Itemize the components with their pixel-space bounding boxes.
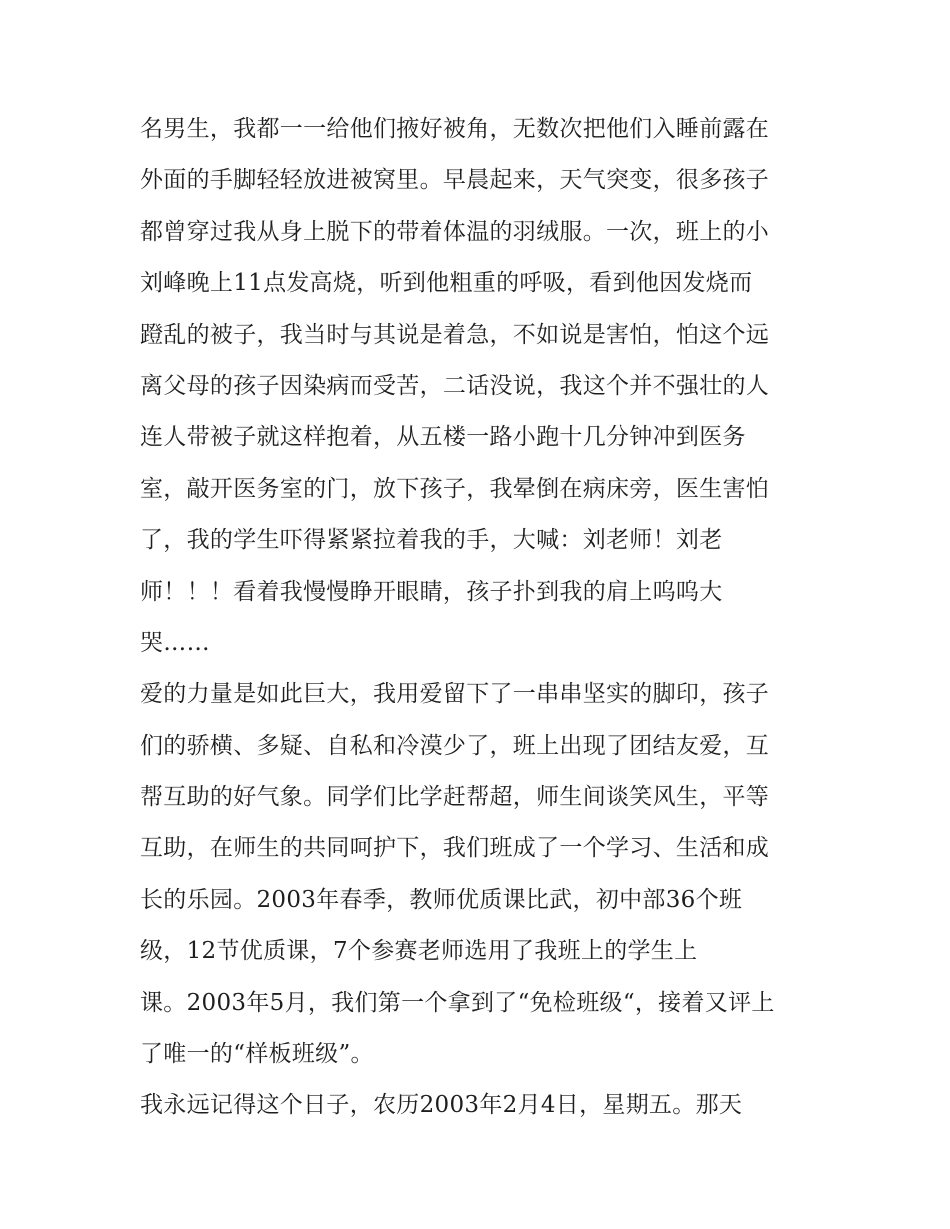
text-line: 连人带被子就这样抱着，从五楼一路小跑十几分钟冲到医务 xyxy=(140,424,746,451)
text-line: 名男生，我都一一给他们掖好被角，无数次把他们入睡前露在 xyxy=(140,116,770,142)
text-line: 都曾穿过我从身上脱下的带着体温的羽绒服。一次，班上的小 xyxy=(140,218,770,245)
text-line: 了，我的学生吓得紧紧拉着我的手，大喊：刘老师！刘老 xyxy=(140,527,723,554)
text-line: 互助，在师生的共同呵护下，我们班成了一个学习、生活和成 xyxy=(140,835,770,862)
text-line: 们的骄横、多疑、自私和冷漠少了，班上出现了团结友爱，互 xyxy=(140,732,770,759)
text-line: 哭…… xyxy=(140,629,210,656)
text-line: 帮互助的好气象。同学们比学赶帮超，师生间谈笑风生，平等 xyxy=(140,784,770,811)
text-line: 课。2003年5月，我们第一个拿到了“免检班级“，接着又评上 xyxy=(140,989,775,1016)
text-line: 蹬乱的被子，我当时与其说是着急，不如说是害怕，怕这个远 xyxy=(140,321,770,348)
text-line: 爱的力量是如此巨大，我用爱留下了一串串坚实的脚印，孩子 xyxy=(140,681,770,708)
text-line: 了唯一的“样板班级”。 xyxy=(140,1041,374,1068)
text-line: 师！！！看着我慢慢睁开眼睛，孩子扑到我的肩上呜呜大 xyxy=(140,578,723,605)
body-text xyxy=(140,104,820,1132)
text-line: 外面的手脚轻轻放进被窝里。早晨起来，天气突变，很多孩子 xyxy=(140,167,770,194)
text-line: 级，12节优质课，7个参赛老师选用了我班上的学生上 xyxy=(140,938,698,965)
text-line: 长的乐园。2003年春季，教师优质课比武，初中部36个班 xyxy=(140,886,743,913)
text-line: 刘峰晚上11点发高烧，听到他粗重的呼吸，看到他因发烧而 xyxy=(140,270,753,297)
text-line: 室，敲开医务室的门，放下孩子，我晕倒在病床旁，医生害怕 xyxy=(140,475,770,502)
text-line: 离父母的孩子因染病而受苦，二话没说，我这个并不强壮的人 xyxy=(140,372,770,399)
text-line: 我永远记得这个日子，农历2003年2月4日，星期五。那天 xyxy=(140,1092,743,1119)
